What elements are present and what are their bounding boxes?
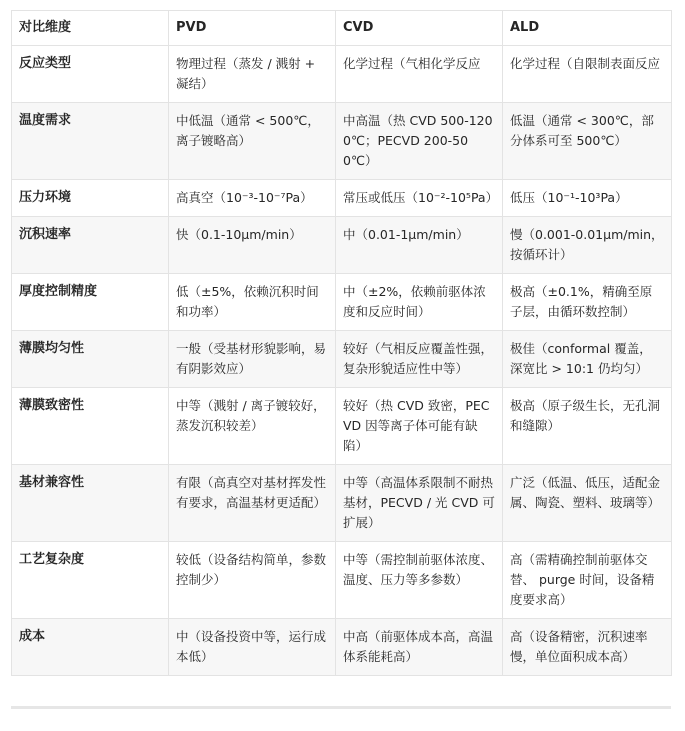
cell-ald: 高（需精确控制前驱体交替、 purge 时间，设备精度要求高）	[503, 542, 672, 619]
cell-cvd: 常压或低压（10⁻²-10⁵Pa）	[336, 180, 503, 217]
table-row	[12, 619, 672, 676]
cell-ald: 广泛（低温、低压，适配金属、陶瓷、塑料、玻璃等）	[503, 465, 672, 542]
table-row	[12, 274, 672, 331]
header-ald: ALD	[503, 11, 672, 46]
row-label: 薄膜致密性	[12, 388, 169, 465]
header-dimension: 对比维度	[12, 11, 169, 46]
cell-cvd: 中等（高温体系限制不耐热基材，PECVD / 光 CVD 可扩展）	[336, 465, 503, 542]
header-pvd: PVD	[169, 11, 336, 46]
row-label: 成本	[12, 619, 169, 676]
cell-pvd: 中低温（通常 < 500℃，离子镀略高）	[169, 103, 336, 180]
cell-cvd: 中等（需控制前驱体浓度、温度、压力等多参数）	[336, 542, 503, 619]
table-row	[12, 180, 672, 217]
cell-cvd: 化学过程（气相化学反应	[336, 46, 503, 103]
cell-ald: 极高（原子级生长，无孔洞和缝隙）	[503, 388, 672, 465]
row-label: 反应类型	[12, 46, 169, 103]
table-header	[12, 11, 672, 46]
cell-ald: 极高（±0.1%，精确至原子层，由循环数控制）	[503, 274, 672, 331]
cell-cvd: 中（0.01-1μm/min）	[336, 217, 503, 274]
row-label: 厚度控制精度	[12, 274, 169, 331]
horizontal-scrollbar[interactable]	[11, 706, 671, 709]
comparison-table	[11, 10, 672, 676]
cell-pvd: 低（±5%，依赖沉积时间和功率）	[169, 274, 336, 331]
cell-pvd: 较低（设备结构简单，参数控制少）	[169, 542, 336, 619]
cell-ald: 极佳（conformal 覆盖，深宽比 > 10:1 仍均匀）	[503, 331, 672, 388]
header-cvd: CVD	[336, 11, 503, 46]
cell-pvd: 中等（溅射 / 离子镀较好，蒸发沉积较差）	[169, 388, 336, 465]
table-row	[12, 331, 672, 388]
cell-ald: 低压（10⁻¹-10³Pa）	[503, 180, 672, 217]
row-label: 基材兼容性	[12, 465, 169, 542]
table-row	[12, 103, 672, 180]
comparison-table-container	[11, 10, 671, 676]
row-label: 沉积速率	[12, 217, 169, 274]
table-row	[12, 388, 672, 465]
cell-pvd: 高真空（10⁻³-10⁻⁷Pa）	[169, 180, 336, 217]
row-label: 薄膜均匀性	[12, 331, 169, 388]
row-label: 压力环境	[12, 180, 169, 217]
cell-pvd: 物理过程（蒸发 / 溅射 + 凝结）	[169, 46, 336, 103]
table-row	[12, 46, 672, 103]
cell-pvd: 快（0.1-10μm/min）	[169, 217, 336, 274]
cell-cvd: 中高温（热 CVD 500-1200℃；PECVD 200-500℃）	[336, 103, 503, 180]
cell-cvd: 中高（前驱体成本高，高温体系能耗高）	[336, 619, 503, 676]
cell-ald: 化学过程（自限制表面反应	[503, 46, 672, 103]
cell-ald: 低温（通常 < 300℃，部分体系可至 500℃）	[503, 103, 672, 180]
row-label: 温度需求	[12, 103, 169, 180]
table-row	[12, 217, 672, 274]
header-row	[12, 11, 672, 46]
cell-pvd: 中（设备投资中等，运行成本低）	[169, 619, 336, 676]
table-row	[12, 465, 672, 542]
table-row	[12, 542, 672, 619]
cell-cvd: 较好（热 CVD 致密，PECVD 因等离子体可能有缺陷）	[336, 388, 503, 465]
cell-ald: 高（设备精密，沉积速率慢，单位面积成本高）	[503, 619, 672, 676]
cell-cvd: 中（±2%，依赖前驱体浓度和反应时间）	[336, 274, 503, 331]
cell-pvd: 一般（受基材形貌影响，易有阴影效应）	[169, 331, 336, 388]
cell-cvd: 较好（气相反应覆盖性强，复杂形貌适应性中等）	[336, 331, 503, 388]
cell-ald: 慢（0.001-0.01μm/min，按循环计）	[503, 217, 672, 274]
table-body	[12, 46, 672, 676]
row-label: 工艺复杂度	[12, 542, 169, 619]
cell-pvd: 有限（高真空对基材挥发性有要求，高温基材更适配）	[169, 465, 336, 542]
